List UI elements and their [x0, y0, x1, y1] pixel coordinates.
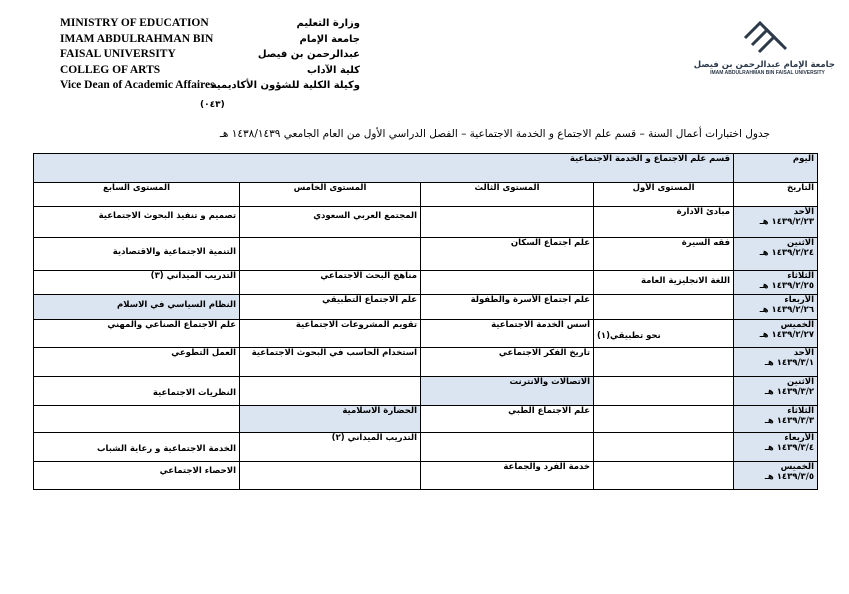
exam-course: مبادئ الادارة — [676, 207, 731, 217]
exam-cell — [421, 433, 594, 462]
exam-cell — [34, 295, 240, 320]
exam-course: اللغة الانجليزية العامة — [640, 276, 731, 286]
exam-course: التدريب الميداني (٢) — [331, 433, 418, 443]
exam-cell — [34, 406, 240, 433]
date-cell — [734, 271, 818, 295]
exam-cell — [421, 207, 594, 238]
date-cell — [734, 238, 818, 271]
header-ar-line: وكيلة الكلية للشؤون الأكاديمية — [210, 80, 360, 91]
table-row — [34, 377, 818, 406]
exam-course: علم الاجتماع التطبيقي — [322, 295, 418, 305]
level-header: المستوى الخامس — [240, 183, 421, 207]
exam-cell — [421, 406, 594, 433]
table-row — [34, 271, 818, 295]
hijri-date: ١٤٣٩/٢/٢٤ هـ — [759, 248, 815, 258]
hijri-date: ١٤٣٩/٢/٢٦ هـ — [759, 305, 815, 315]
table-row — [34, 406, 818, 433]
exam-course: علم الاجتماع الصناعي والمهني — [107, 320, 237, 330]
date-cell — [734, 377, 818, 406]
exam-course: فقه السيرة — [681, 238, 731, 248]
header-ar-line: عبدالرحمن بن فيصل — [257, 49, 360, 60]
level-header: المستوى الثالث — [421, 183, 594, 207]
exam-course: علم اجتماع الأسرة والطفولة — [470, 295, 591, 305]
exam-cell — [240, 207, 421, 238]
day-name: الخميس — [780, 320, 815, 330]
exam-course: خدمة الفرد والجماعة — [503, 462, 591, 472]
hijri-date: ١٤٣٩/٣/٢ هـ — [764, 387, 815, 397]
header-en-line: Vice Dean of Academic Affaires — [60, 79, 215, 91]
exam-cell — [34, 320, 240, 348]
day-header: اليوم — [734, 154, 818, 183]
schedule-caption: جدول اختبارات أعمال السنة – قسم علم الاجتماع و الخدمة الاجتماعية – الفصل الدراسي الأول من العام الجامعي ١٤٣٨/١٤٣٩ هـ — [219, 128, 770, 140]
exam-cell — [34, 271, 240, 295]
university-name-ar: جامعة الإمام عبدالرحمن بن فيصل — [693, 60, 835, 70]
exam-course: أسس الخدمة الاجتماعية — [491, 320, 591, 330]
level-header: المستوى السابع — [34, 183, 240, 207]
exam-cell — [240, 462, 421, 490]
exam-cell — [34, 207, 240, 238]
exam-course: علم الاجتماع الطبي — [508, 406, 591, 416]
exam-course: مناهج البحث الاجتماعي — [320, 271, 418, 281]
level-header: المستوى الأول — [594, 183, 734, 207]
table-row — [34, 348, 818, 377]
day-name: الاثنين — [787, 238, 815, 248]
header-ar-line: جامعة الإمام — [299, 33, 360, 45]
day-name: الخميس — [780, 462, 815, 472]
exam-cell — [594, 207, 734, 238]
exam-cell — [594, 295, 734, 320]
exam-cell — [594, 238, 734, 271]
exam-cell — [594, 462, 734, 490]
exam-cell — [421, 271, 594, 295]
exam-cell — [240, 433, 421, 462]
hijri-date: ١٤٣٩/٢/٢٥ هـ — [759, 281, 815, 291]
exam-course: استخدام الحاسب في البحوث الاجتماعية — [251, 348, 418, 358]
exam-cell — [240, 406, 421, 433]
date-cell — [734, 433, 818, 462]
exam-course: نحو تطبيقي(١) — [597, 331, 661, 341]
exam-cell — [594, 406, 734, 433]
exam-cell — [594, 377, 734, 406]
date-cell — [734, 462, 818, 490]
table-row — [34, 320, 818, 348]
exam-course: النظريات الاجتماعية — [152, 388, 237, 398]
hijri-date: ١٤٣٩/٣/٣ هـ — [764, 416, 815, 426]
exam-course: علم اجتماع السكان — [510, 238, 591, 248]
exam-course: الاحصاء الاجتماعي — [159, 466, 237, 476]
exam-cell — [34, 238, 240, 271]
university-logo — [693, 18, 835, 76]
day-name: الاثنين — [787, 377, 815, 387]
exam-course: تاريخ الفكر الاجتماعي — [498, 348, 591, 358]
exam-cell — [594, 348, 734, 377]
exam-course: تقويم المشروعات الاجتماعية — [295, 320, 418, 330]
hijri-date: ١٤٣٩/٣/٤ هـ — [764, 443, 815, 453]
exam-cell — [240, 271, 421, 295]
exam-cell — [421, 462, 594, 490]
exam-schedule-table — [33, 153, 818, 490]
date-cell — [734, 348, 818, 377]
day-name: الأربعاء — [784, 433, 815, 443]
exam-cell — [421, 295, 594, 320]
exam-cell — [34, 377, 240, 406]
day-name: الأربعاء — [784, 295, 815, 305]
exam-cell — [421, 377, 594, 406]
exam-course: الحضارة الاسلامية — [342, 406, 418, 416]
exam-course: النظام السياسي في الاسلام — [117, 300, 237, 310]
table-row — [34, 433, 818, 462]
table-row — [34, 207, 818, 238]
exam-cell — [34, 348, 240, 377]
exam-course: تصميم و تنفيذ البحوث الاجتماعية — [98, 211, 237, 221]
hijri-date: ١٤٣٩/٢/٢٧ هـ — [759, 330, 815, 340]
exam-course: التدريب الميداني (٣) — [150, 271, 237, 281]
university-logo-icon — [740, 18, 790, 56]
date-cell — [734, 406, 818, 433]
header-en-line: FAISAL UNIVERSITY — [60, 48, 176, 60]
exam-cell — [421, 348, 594, 377]
table-row — [34, 295, 818, 320]
exam-cell — [421, 320, 594, 348]
exam-course: العمل التطوعي — [171, 348, 237, 358]
day-name: الثلاثاء — [787, 406, 815, 416]
exam-course: الاتصالات والانترنت — [509, 377, 591, 387]
date-header: التاريخ — [734, 183, 818, 207]
date-cell — [734, 207, 818, 238]
day-name: الأحد — [793, 207, 815, 217]
hijri-date: ١٤٣٩/٣/٥ هـ — [764, 472, 815, 482]
exam-cell — [594, 271, 734, 295]
day-name: الثلاثاء — [787, 271, 815, 281]
exam-cell — [240, 348, 421, 377]
header-arabic — [210, 16, 360, 94]
header-en-line: IMAM ABDULRAHMAN BIN — [60, 32, 214, 45]
header-ar-line: كلية الآداب — [306, 64, 360, 76]
table-row — [34, 238, 818, 271]
exam-cell — [421, 238, 594, 271]
header-en-line: MINISTRY OF EDUCATION — [60, 17, 209, 29]
exam-cell — [240, 320, 421, 348]
header-en-line: COLLEG OF ARTS — [60, 63, 161, 76]
department-title: قسم علم الاجتماع و الخدمة الاجتماعية — [34, 154, 734, 183]
exam-course: التنمية الاجتماعية والاقتصادية — [112, 247, 237, 257]
exam-cell — [240, 295, 421, 320]
exam-cell — [34, 462, 240, 490]
exam-cell — [240, 238, 421, 271]
exam-cell — [34, 433, 240, 462]
date-cell — [734, 295, 818, 320]
university-name-en: IMAM ABDULRAHMAN BIN FAISAL UNIVERSITY — [710, 70, 825, 76]
exam-cell — [594, 320, 734, 348]
date-cell — [734, 320, 818, 348]
exam-course: المجتمع العربي السعودي — [313, 211, 418, 221]
table-row — [34, 462, 818, 490]
exam-cell — [594, 433, 734, 462]
header-ar-line: وزارة التعليم — [296, 18, 360, 29]
hijri-date: ١٤٣٩/٢/٢٣ هـ — [759, 217, 815, 227]
header-english — [60, 16, 215, 94]
day-name: الأحد — [793, 348, 815, 358]
exam-course: الخدمة الاجتماعية و رعاية الشباب — [96, 444, 237, 454]
reference-code: (٠٤٣) — [200, 100, 225, 110]
exam-cell — [240, 377, 421, 406]
hijri-date: ١٤٣٩/٣/١ هـ — [764, 358, 815, 368]
